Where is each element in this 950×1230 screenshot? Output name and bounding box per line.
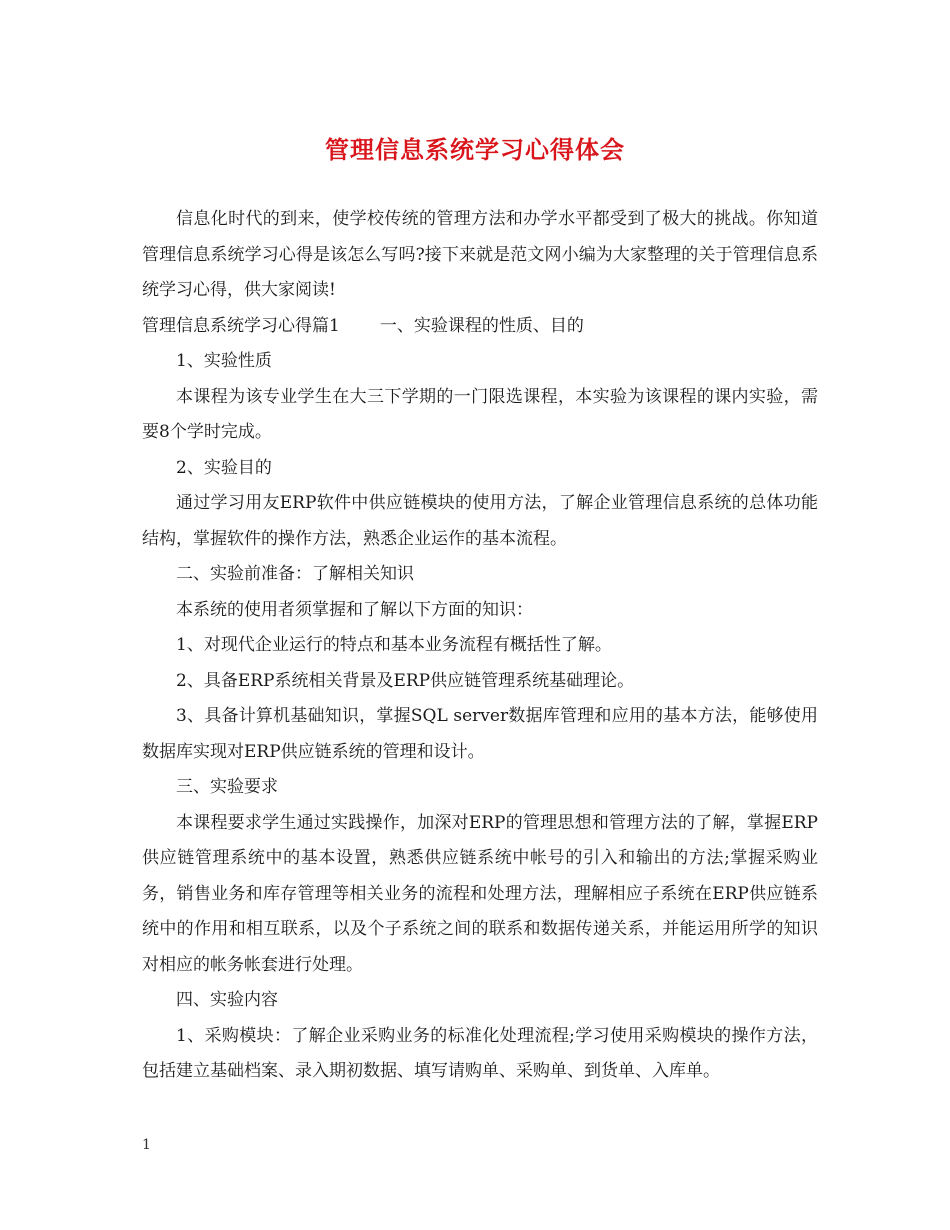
document-title: 管理信息系统学习心得体会 — [325, 136, 625, 164]
part-2-item-2: 2、具备ERP系统相关背景及ERP供应链管理系统基础理论。 — [176, 670, 635, 691]
part-2-intro: 本系统的使用者须掌握和了解以下方面的知识： — [176, 599, 533, 620]
part-3-heading: 三、实验要求 — [176, 777, 278, 797]
item-1-text: 本课程为该专业学生在大三下学期的一门限选课程，本实验为该课程的课内实验，需要8个学时完成。 — [142, 386, 818, 442]
section-heading: 一、实验课程的性质、目的 — [379, 315, 584, 336]
intro-paragraph: 信息化时代的到来，使学校传统的管理方法和办学水平都受到了极大的挑战。你知道管理信息系统学习心得是该怎么写吗?接下来就是范文网小编为大家整理的关于管理信息系统学习心得，供大家阅读! — [142, 209, 818, 300]
item-2-heading: 2、实验目的 — [176, 457, 272, 478]
item-1-heading: 1、实验性质 — [176, 351, 272, 371]
part-4-item-1: 1、采购模块：了解企业采购业务的标准化处理流程;学习使用采购模块的操作方法，包括建立基础档案、录入期初数据、填写请购单、采购单、到货单、入库单。 — [142, 1025, 818, 1081]
section-label: 管理信息系统学习心得篇1 — [142, 315, 340, 336]
part-2-item-1: 1、对现代企业运行的特点和基本业务流程有概括性了解。 — [176, 635, 612, 655]
part-2-heading: 二、实验前准备：了解相关知识 — [176, 564, 414, 584]
item-2-text: 通过学习用友ERP软件中供应链模块的使用方法，了解企业管理信息系统的总体功能结构，掌握软件的操作方法，熟悉企业运作的基本流程。 — [142, 493, 818, 549]
page-number: 1 — [142, 1137, 151, 1153]
section-line — [142, 309, 818, 345]
part-2-item-3: 3、具备计算机基础知识，掌握SQL server数据库管理和应用的基本方法，能够使用数据库实现对ERP供应链系统的管理和设计。 — [142, 706, 818, 762]
part-3-text: 本课程要求学生通过实践操作，加深对ERP的管理思想和管理方法的了解，掌握ERP供应链管理系统中的基本设置，熟悉供应链系统中帐号的引入和输出的方法;掌握采购业务，销售业务和库存管理等相关业务的流程和处理方法，理解相应子系统在ERP供应链系统中的作用和相互联系，以及个子系统之间的联系和数据传递关系，并能运用所学的知识对相应的帐务帐套进行处理。 — [142, 812, 818, 975]
document-body — [142, 202, 818, 1090]
part-4-heading: 四、实验内容 — [176, 990, 278, 1010]
